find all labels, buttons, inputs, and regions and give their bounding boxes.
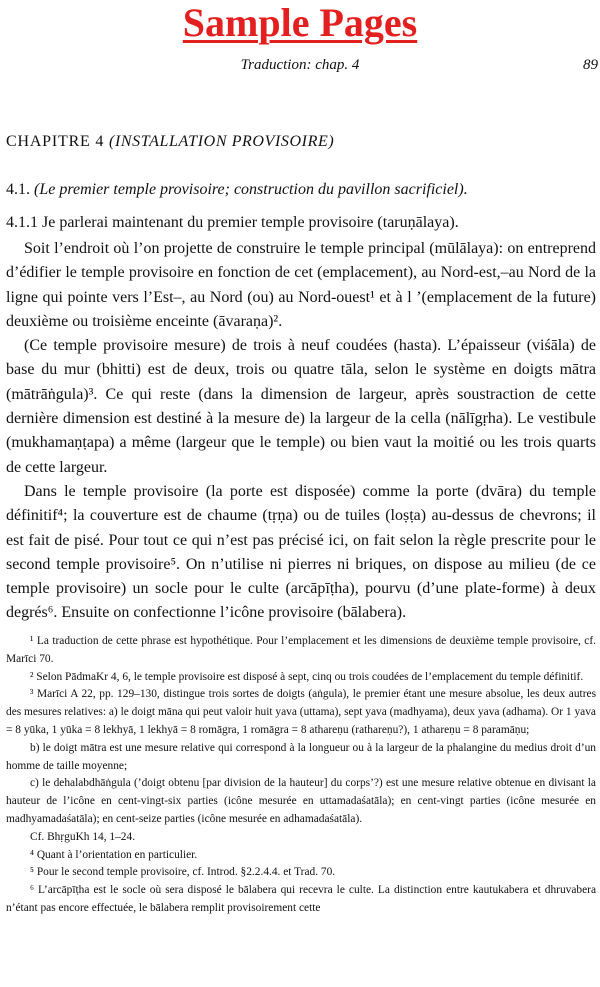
- body-text: [6, 237, 596, 626]
- chapter-title: [6, 133, 334, 151]
- sample-pages-banner: Sample Pages: [182, 0, 418, 45]
- section-number: 4.1.: [6, 181, 30, 198]
- footnote: ² Selon PādmaKr 4, 6, le temple provisoire est disposé à sept, cinq ou trois coudées de l’emplacement du temple définitif.: [30, 670, 584, 683]
- body-paragraph: (Ce temple provisoire mesure) de trois à neuf coudées (hasta). L’épaisseur (viśāla) de base du mur (bhitti) est de deux, trois ou quatre tāla, selon le système en doigts mātra (mātrāṅgula)³. Ce qui reste (dans la dimension de largeur, après soustraction de cette dernière dimension est destiné à la mesure de) la largeur de la cella (nālīgṛha). Le vestibule (mukhamaṇṭapa) a même (largeur que le temple) ou bien vaut la moitié ou les trois quarts de cette largeur.: [6, 337, 596, 476]
- footnote: b) le doigt mātra est une mesure relative qui correspond à la longueur ou à la largeur de la phalangine du medius droit d’un homme de taille moyenne;: [6, 741, 596, 772]
- footnote: c) le dehalabdhāṅgula (’doigt obtenu [par division de la hauteur] du corps’?) est une mesure relative obtenue en divisant la hauteur de l’icône en cent-vingt-six parties (icône mesurée en uttamadaśatāla); en cent-vingt parties (icône mesurée en madhyamadaśatāla); en cent-seize parties (icône mesurée en adhamadaśatāla).: [6, 777, 596, 825]
- footnote: ⁴ Quant à l’orientation en particulier.: [30, 848, 198, 861]
- body-paragraph: Dans le temple provisoire (la porte est disposée) comme la porte (dvāra) du temple définitif⁴; la couverture est de chaume (tṛṇa) ou de tuiles (loṣṭa) au-dessus de chevrons; il est fait de pisé. Pour tout ce qui n’est pas précisé ici, on fait selon la règle prescrite pour le second temple provisoire⁵. On n’utilise ni pierres ni briques, on dispose au milieu (de ce temple provisoire) un socle pour le culte (arcāpīṭha), pourvu (d’une plate-forme) à deux degrés⁶. Ensuite on confectionne l’icône provisoire (bālabera).: [6, 482, 596, 622]
- footnote: ¹ La traduction de cette phrase est hypothétique. Pour l’emplacement et les dimensions de deuxième temple provisoire, cf. Marīci 70.: [6, 635, 596, 665]
- footnotes: [6, 633, 596, 918]
- running-head-title: Traduction: chap. 4: [240, 57, 360, 73]
- subsection-heading: [6, 214, 596, 232]
- chapter-number: CHAPITRE 4: [6, 133, 105, 150]
- page-number: 89: [583, 57, 598, 73]
- footnote: ⁵ Pour le second temple provisoire, cf. Introd. §2.2.4.4. et Trad. 70.: [30, 866, 336, 879]
- chapter-subtitle: (INSTALLATION PROVISOIRE): [109, 133, 335, 150]
- section-heading: [6, 181, 596, 199]
- section-title: (Le premier temple provisoire; construction du pavillon sacrificiel).: [34, 181, 468, 198]
- footnote: ³ Marīci A 22, pp. 129–130, distingue trois sortes de doigts (aṅgula), le premier étant une mesure absolue, les deux autres des mesures relatives: a) le doigt māna qui peut valoir huit yava (uttama), sept yava (madhyama), deux yava (adhama). Or 1 yava = 8 yūka, 1 yūka = 8 lekhyā, 1 lekhyā = 8 romāgra, 1 romāgra = 8 athareṇu (rathareṇu?), 1 athareṇu = 8 paramāṇu;: [6, 688, 596, 736]
- footnote: ⁶ L’arcāpīṭha est le socle où sera disposé le bālabera qui recevra le culte. La distinction entre kautukabera et dhruvabera n’étant pas encore effectuée, le bālabera remplit provisoirement cette: [6, 884, 596, 914]
- subsection-text: Je parlerai maintenant du premier temple provisoire (taruṇālaya).: [42, 214, 459, 231]
- body-paragraph: Soit l’endroit où l’on projette de construire le temple principal (mūlālaya): on entreprend d’édifier le temple provisoire en fonction de cet (emplacement), au Nord-est,–au Nord de la ligne qui pointe vers l’Est–, au Nord (ou) au Nord-ouest¹ et à l ’(emplacement de la future) deuxième ou troisième enceinte (āvaraṇa)².: [6, 240, 596, 330]
- footnote: Cf. BhṛguKh 14, 1–24.: [30, 830, 136, 843]
- subsection-number: 4.1.1: [6, 214, 38, 231]
